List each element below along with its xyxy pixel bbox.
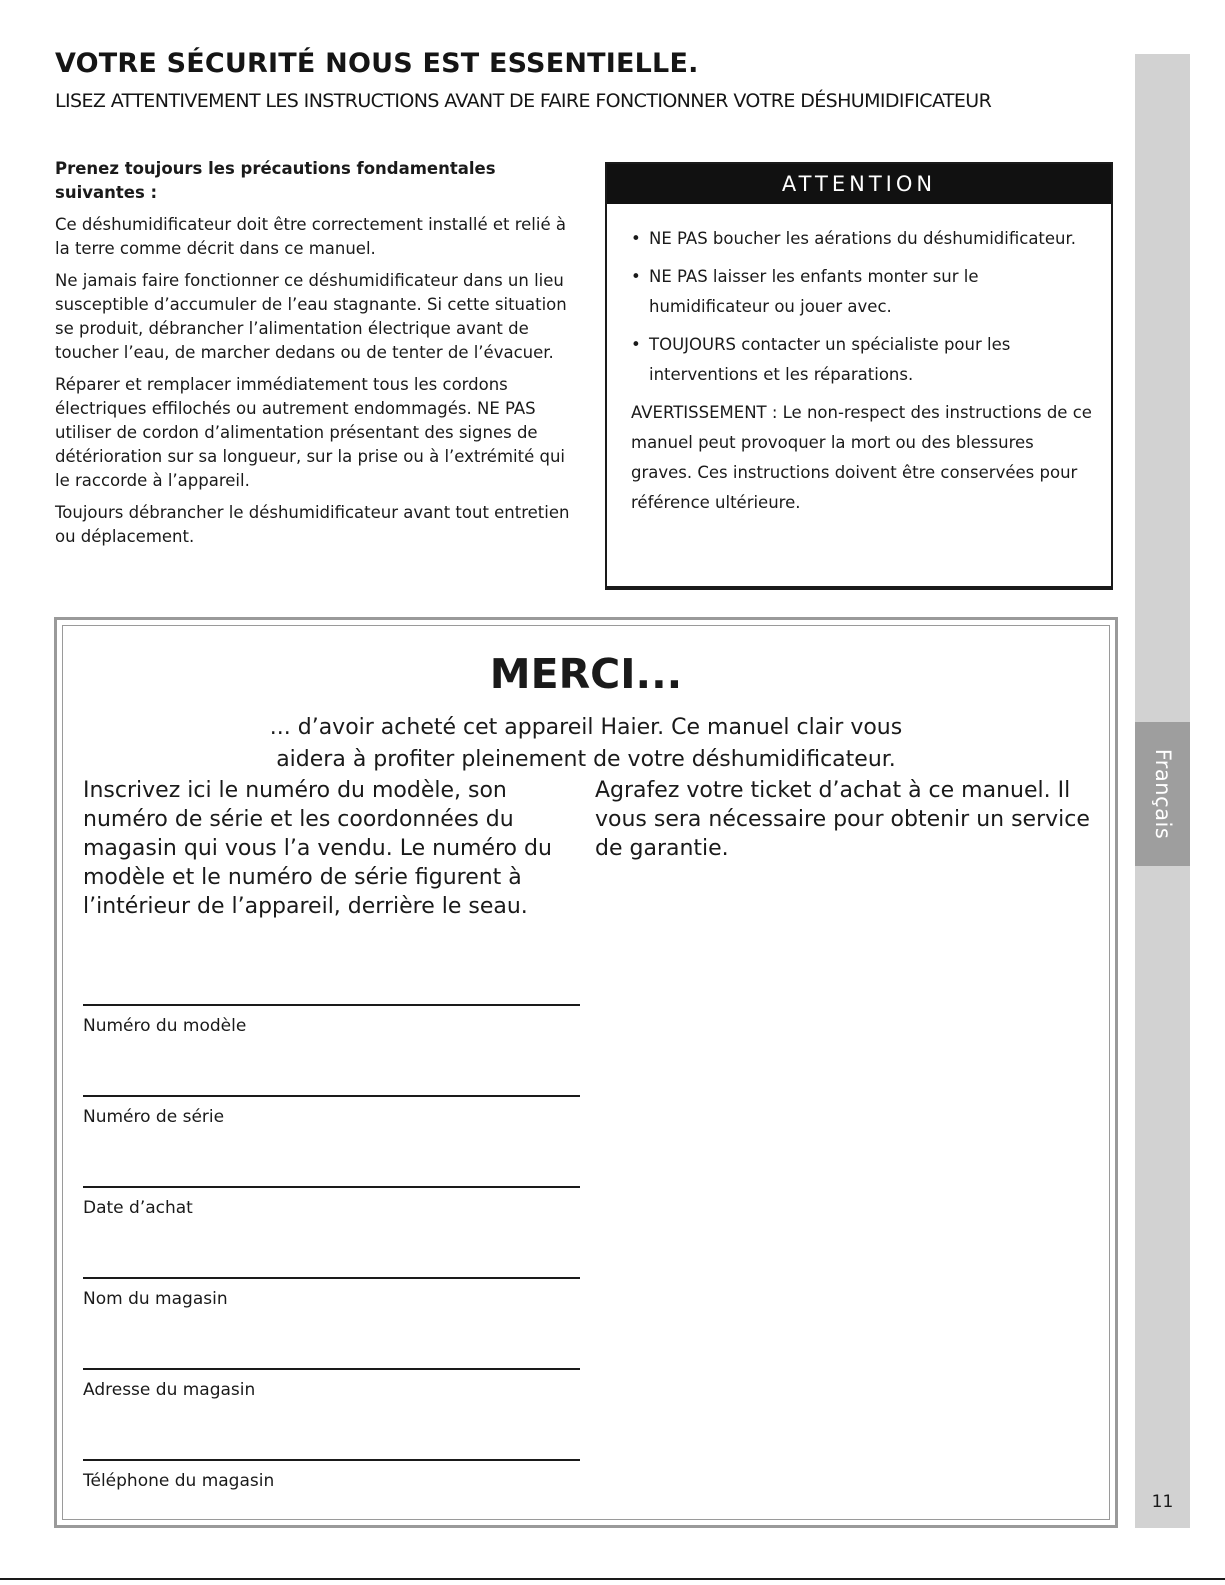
merci-subtitle: [63, 712, 1109, 776]
field-label-serial: Numéro de série: [83, 1107, 225, 1127]
receipt-instructions: Agrafez votre ticket d’achat à ce manuel. Il vous sera nécessaire pour obtenir un service de garantie.: [595, 778, 1090, 861]
attention-bullet: • TOUJOURS contacter un spécialiste pour les interventions et les réparations.: [631, 330, 1093, 390]
field-line-store-name[interactable]: [83, 1277, 580, 1279]
attention-bullet: • NE PAS boucher les aérations du déshumidificateur.: [631, 224, 1093, 254]
precautions-section: [55, 157, 580, 557]
merci-inner-frame: [62, 625, 1110, 1520]
page-title: VOTRE SÉCURITÉ NOUS EST ESSENTIELLE.: [55, 48, 699, 79]
precaution-paragraph: Ce déshumidificateur doit être correctement installé et relié à la terre comme décrit dans ce manuel.: [55, 215, 566, 258]
field-line-serial[interactable]: [83, 1095, 580, 1097]
attention-body: [607, 204, 1111, 518]
field-label-purchase-date: Date d’achat: [83, 1198, 193, 1218]
attention-bullet: • NE PAS laisser les enfants monter sur le humidificateur ou jouer avec.: [631, 262, 1093, 322]
precaution-paragraph: Ne jamais faire fonctionner ce déshumidificateur dans un lieu susceptible d’accumuler de l’eau stagnante. Si cette situation se produit, débrancher l’alimentation électrique avant de toucher l’eau, de marcher dedans ou de tenter de l’évacuer.: [55, 271, 567, 362]
warning-text: AVERTISSEMENT : Le non-respect des instructions de ce manuel peut provoquer la mort ou des blessures graves. Ces instructions doivent être conservées pour référence ultérieure.: [631, 403, 1092, 512]
footer-rule: [0, 1578, 1225, 1580]
merci-title: MERCI...: [489, 650, 683, 698]
merci-subtitle-line: aidera à profiter pleinement de votre déshumidificateur.: [276, 747, 896, 772]
language-tab[interactable]: [1135, 722, 1190, 866]
field-line-store-address[interactable]: [83, 1368, 580, 1370]
merci-subtitle-line: ... d’avoir acheté cet appareil Haier. Ce manuel clair vous: [269, 715, 903, 740]
field-label-store-address: Adresse du magasin: [83, 1380, 256, 1400]
language-tab-label: Français: [1150, 748, 1175, 840]
record-instructions: Inscrivez ici le numéro du modèle, son numéro de série et les coordonnées du magasin qui vous l’a vendu. Le numéro du modèle et le numéro de série figurent à l’intérieur de l’appareil, derrière le seau.: [83, 778, 552, 919]
precaution-paragraph: Réparer et remplacer immédiatement tous les cordons électriques effilochés ou autrement endommagés. NE PAS utiliser de cordon d’alimentation présentant des signes de détérioration sur sa longueur, sur la prise ou à l’extrémité qui le raccorde à l’appareil.: [55, 375, 565, 490]
field-label-model: Numéro du modèle: [83, 1016, 247, 1036]
precautions-heading: Prenez toujours les précautions fondamentales suivantes :: [55, 159, 496, 202]
merci-box: [54, 617, 1118, 1528]
attention-list: [631, 224, 1093, 390]
field-label-store-phone: Téléphone du magasin: [83, 1471, 275, 1491]
precaution-paragraph: Toujours débrancher le déshumidificateur avant tout entretien ou déplacement.: [55, 503, 570, 546]
field-line-store-phone[interactable]: [83, 1459, 580, 1461]
page-subtitle: LISEZ ATTENTIVEMENT LES INSTRUCTIONS AVANT DE FAIRE FONCTIONNER VOTRE DÉSHUMIDIFICATEUR: [55, 90, 992, 112]
field-label-store-name: Nom du magasin: [83, 1289, 228, 1309]
attention-header: ATTENTION: [607, 164, 1111, 204]
attention-box: [605, 162, 1113, 590]
field-line-purchase-date[interactable]: [83, 1186, 580, 1188]
page-number: 11: [1151, 1492, 1174, 1512]
field-line-model[interactable]: [83, 1004, 580, 1006]
